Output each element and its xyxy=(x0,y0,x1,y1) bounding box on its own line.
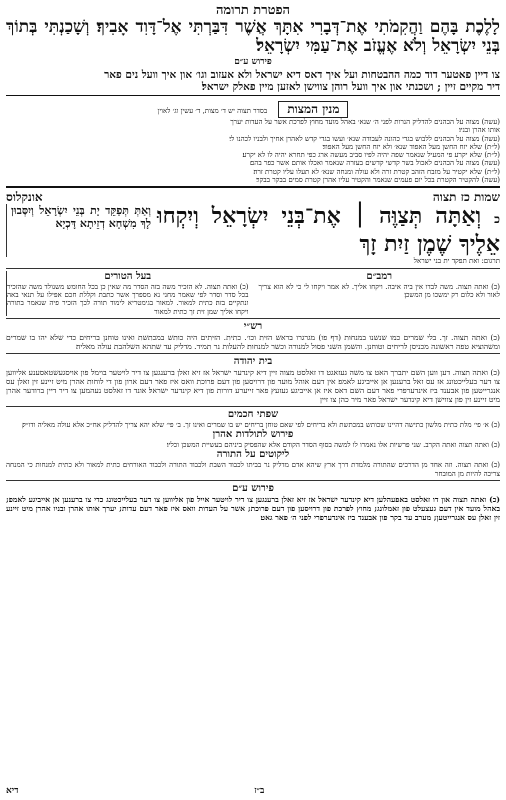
onkelos-col xyxy=(6,204,151,257)
peirush-leholdot-title: פירוש לתולדות אהרן xyxy=(212,429,294,441)
torah-block xyxy=(6,204,500,257)
siftei-title: שפתי חכמים xyxy=(227,408,279,420)
divider xyxy=(6,95,500,96)
siftei-text: (כ) א׳ פי׳ מלת כתית מלשון כתישה דהיינו שכותש במכתשת ולא בריחים לפי שאם טוחן בריחים יש בו שמרים ואינו זך. ב׳ פי׳ שלא יהא צריך להדליק אח״כ אלא עולה מאליה ודו״ק׃ xyxy=(22,420,500,429)
minyan-title: מנין המצות xyxy=(278,101,348,118)
minyan-subtitle: בסדר תצוה יש ד׳ מצות, ד׳ עשין וג׳ לאוין xyxy=(157,107,268,115)
minyan-line: (ל״ת) שלא יזח החשן מעל האפוד שנא׳ ולא יזח החשן מעל האפוד׃ xyxy=(322,142,500,151)
minyan-line: (עשה) מצוה על הכהנים להדליק הנרות לפני ה׳ שנא׳ באהל מועד מחוץ לפרכת אשר על העדות יערך xyxy=(230,118,500,126)
haftarah-peirush-title: פירוש ע״ם xyxy=(234,57,272,67)
peirush-yiddish-title: פירוש ע״ם xyxy=(232,483,274,495)
haftarah-peirush-2: דיר מקיים זיין ; ושכנתי און איך וועל רוהן צווישן לאזען מיין פאלק ישראל׃ xyxy=(201,81,500,93)
minyan-line: (ל״ת) שלא יקטיר על מזבח הזהב קטרת זרה ולא עולה ומנחה שנא׳ לא תעלו עליו קטרת זרה׃ xyxy=(253,167,500,176)
minyan-line: (עשה) מצוה על הכהנים ללבוש בגדי כהונה לעבודה שנא׳ ועשו בגדי קדש לאהרן אחיך ולבניו לכהנו לי׃ xyxy=(229,134,500,143)
ramban-col xyxy=(259,271,501,316)
rashi-title: רש״י xyxy=(243,320,263,332)
onkelos-text: וְאַתְּ תְּפַקֵּד יָת בְּנֵי יִשְׂרָאֵל וְיִסְּבוּן לָךְ מִשְׁחָא דְזֵיתָא דָּכְיָא xyxy=(11,204,151,231)
torah-note: תרגום: ואת תפקד ית בני ישראל xyxy=(413,257,500,266)
beit-yehuda-title: בית יהודה xyxy=(233,355,273,367)
ramban-title: רמב״ם xyxy=(366,270,393,282)
minyan-line: (ל״ת) שלא יקרע פי המעיל שנאמר שפה יהיה לפיו סביב מעשה ארג כפי תחרא יהיה לו לא יקרע׃ xyxy=(242,151,500,160)
lekutim-title: ליקוטים על התורה xyxy=(216,449,290,461)
lekutim-text: (כ) ואתה תצוה. וזה אחד מן הדרכים שהתורה מלמדת דרך ארץ שיהא אדם מדליק נר בביתו לכבוד השבת ולכבוד התורה ולכבוד האורחים׃ כתית למאור ולא כתית למנחות כי המנחה צריכה להיות מן המובחר xyxy=(6,461,500,478)
divider xyxy=(6,480,500,481)
ramban-text: (כ) ואתה תצוה. משה לבדו אין ביה איבה. ויקחו אליך. לא אמר ויקחו לי כי לא הוא צריך לאור ולא כלום רק ימשכו מן המשכן׃ xyxy=(258,282,500,299)
torah-verse xyxy=(157,204,500,257)
beit-yehuda-text: (כ) ואתה תצוה. דען ווען השם יתברך האט צו משה געזאגט דו זאלסט מצוה זיין דיא קינדער ישראל אז זיא זאלן ברענגען צו דיר לויטער בוימל פון אויסגעשטאסענע אליווען צו דער בעלייכטונג אז עס זאל ברענען אן אייביגע לאמפ אין דעם אוהל מועד פון דרויסען פון דעם פרוכת וואס איז פאר דעם ארון פון די לוחות אהרן מיט זיינע זין זאלן עס אנגרייטען פון אבענד ביז אינדערפרי פאר דעם השם דאס איז אן אייביגע געזעץ פאר זייערע דורות פון דיא קינדער ישראל׃ אונד דו זאלסט נעהמען צו דיר דיין ברודער אהרן מיט זיינע זין פון צווישן דיא קינדער ישראל פאר מיר כהן צו זיין xyxy=(6,367,500,404)
torah-verse-col xyxy=(157,204,500,257)
baal-haturim-col xyxy=(6,271,253,316)
divider xyxy=(6,353,500,354)
haftarah-verse: לָלֶכֶת בָּהֶם וַהֲקִמֹתִי אֶת־דְּבָרִי אִתָּךְ אֲשֶׁר דִּבַּרְתִּי אֶל־דָּוִד אָבִיךָ׃ וְשָׁכַנְתִּי בְּתוֹךְ בְּנֵי יִשְׂרָאֵל וְלֹא אֶעֱזֹב אֶת־עַמִּי יִשְׂרָאֵל׃ xyxy=(6,17,500,56)
divider xyxy=(6,186,500,188)
haftarah-title: הפטרת תרומה xyxy=(215,3,291,18)
rashi-text: (כ) ואתה תצוה. זך. בלי שמרים כמו שנשנו במנחות (דף פו) מגרגרו בראש הזית וכו׳. כתית. הזיתים היה כותש במכתשת ואינו טוחנן בריחים כדי שלא יהו בו שמרים ומשהוציא טפה ראשונה מכניסן לריחים וטוחנן. והשמן השני פסול למנורה וכשר למנחות׃ להעלות נר תמיד. מדליק עד שתהא השלהבת עולה מאליה׃ xyxy=(6,332,500,351)
haftarah-peirush-1: צו דיין פאטער דוד כמה ההבטחות ועל איך דאס דיא ישראל ולא אעזוב וגו׳ און איך וועל נים פאר xyxy=(104,69,500,81)
minyan-line: (עשה) להקטיר הקטרת בכל יום פעמים שנאמר והקטיר עליו אהרן קטרת סמים בבקר בבקר׃ xyxy=(256,176,500,185)
torah-verse-text: וְאַתָּה תְּצַוֶּה ׀ אֶת־בְּנֵי יִשְׂרָאֵל וְיִקְחוּ אֵלֶיךָ שֶׁמֶן זַיִת זָךְ xyxy=(157,203,500,258)
parsha-ref: שמות כז תצוה xyxy=(432,190,500,205)
minyan-header xyxy=(6,98,500,118)
minyan-line: אותו אהרן ובניו׃ xyxy=(458,126,500,135)
page-footer xyxy=(6,785,500,796)
verse-number: כ xyxy=(494,212,500,227)
divider xyxy=(6,406,500,407)
divider xyxy=(6,268,500,269)
peirush-yiddish-text: (כ) ואתה תצוה און דו זאלסט באפעהלען דיא קינדער ישראל אז זיא זאלן ברענגען צו דיר לויטער אייל פון אליווען צו דער בעלייכטונג כדי צו ברענען אן אייביגע לאמפ; באהל מועד אין דעם געצעלט פון זאמלונג; מחוץ לפרכת פון דרויסען פון דעם פרוכת; אשר על העדות וואס איז פאר דעם עדות; יערך אותו אהרן ובניו אהרן מיט זיינע זין זאלן עס אנגרייטען; מערב עד בקר פון אבענד ביז אינדערפרי לפני ה׳ פאר גאט׃ xyxy=(6,495,500,523)
onkelos-label: אונקלוס xyxy=(6,190,43,205)
minyan-line: (עשה) מצוה על הכהנים לאכול בשר קדשי קדשים בעזרה שנאמר ואכלו אותם אשר כפר בהם׃ xyxy=(249,159,500,168)
divider xyxy=(6,318,500,319)
baal-haturim-title: בעל הטורים xyxy=(104,270,152,282)
footer-center: ב״ז xyxy=(254,786,265,796)
peirush-leholdot-text: (כ) ואתה תצוה ואתה הקרב. שני פרשיות אלו נאמרו לו למשה בסוף הסדר הקודם אלא שהפסיק ביניהם בעשיית המשכן וכליו׃ xyxy=(166,441,500,450)
commentary-row-1 xyxy=(6,271,500,316)
footer-left: דיא xyxy=(6,786,19,796)
baal-haturim-text: (כ) ואתה תצוה. לא הזכיר משה בזה הסדר מה שאין כן בכל החומש משנולד משה שהזכיר בכל סדר וסדר לפי שאמר מחני נא מספרך אשר כתבת וקללת חכם אפילו על תנאי באה ונתקיים בזה׃ כתית למאור. למאור בגימטריא לימוד תורה לכך הזכיר פיה שנאמר בתורה ויקחו אליך שמן זית זך כתית למאור xyxy=(7,282,249,316)
